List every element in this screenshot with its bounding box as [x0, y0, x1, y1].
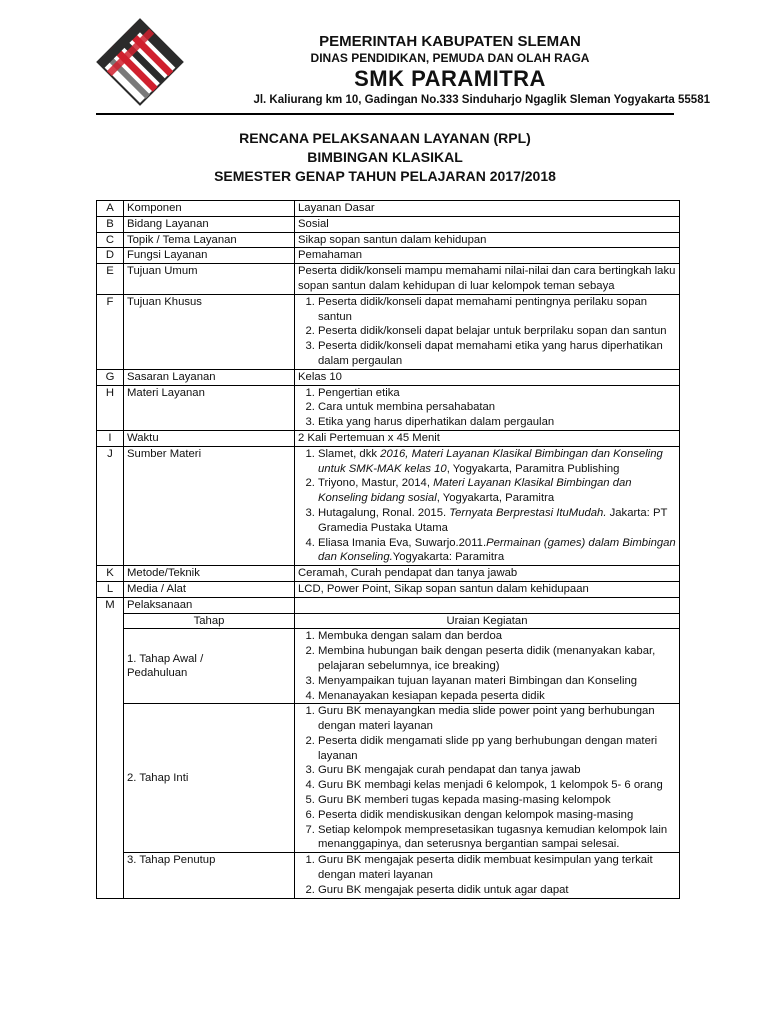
- rpl-table: [96, 200, 680, 899]
- row-value: [295, 446, 680, 565]
- list-item: 2. Cara untuk membina persahabatan: [318, 400, 676, 415]
- row-key: F: [97, 294, 124, 369]
- stage-activities: [295, 853, 680, 898]
- row-key: J: [97, 446, 124, 565]
- row-tujuan-khusus: [97, 294, 680, 369]
- row-topik: [97, 232, 680, 248]
- row-label: Materi Layanan: [124, 385, 295, 430]
- stage-activities: [295, 629, 680, 704]
- row-metode: [97, 566, 680, 582]
- row-value: Layanan Dasar: [295, 201, 680, 217]
- source-item: 3. Hutagalung, Ronal. 2015. Ternyata Berprestasi ItuMudah. Jakarta: PT Gramedia Pustaka Utama: [318, 506, 676, 536]
- row-label: Waktu: [124, 430, 295, 446]
- row-value: [295, 597, 680, 613]
- col-header-uraian: Uraian Kegiatan: [295, 613, 680, 629]
- col-header-tahap: Tahap: [124, 613, 295, 629]
- row-value: Peserta didik/konseli mampu memahami nilai-nilai dan cara bertingkah laku sopan santun dalam kehidupan di luar kelompok teman sebaya: [295, 264, 680, 295]
- list-item: 4. Guru BK membagi kelas menjadi 6 kelompok, 1 kelompok 5- 6 orang: [318, 778, 676, 793]
- list-item: 2. Peserta didik/konseli dapat belajar untuk berprilaku sopan dan santun: [318, 324, 676, 339]
- header-divider: [96, 113, 674, 115]
- row-waktu: [97, 430, 680, 446]
- header-address: Jl. Kaliurang km 10, Gadingan No.333 Sinduharjo Ngaglik Sleman Yogyakarta 55581: [253, 94, 710, 106]
- row-bidang: [97, 216, 680, 232]
- row-label: Media / Alat: [124, 581, 295, 597]
- stage-name: 1. Tahap Awal / Pedahuluan: [124, 629, 295, 704]
- doc-title-3: SEMESTER GENAP TAHUN PELAJARAN 2017/2018: [214, 168, 556, 184]
- row-label: Bidang Layanan: [124, 216, 295, 232]
- row-key: M: [97, 597, 124, 898]
- row-key: I: [97, 430, 124, 446]
- stage-name: 3. Tahap Penutup: [124, 853, 295, 898]
- row-value: Sikap sopan santun dalam kehidupan: [295, 232, 680, 248]
- row-label: Tujuan Khusus: [124, 294, 295, 369]
- header-government: PEMERINTAH KABUPATEN SLEMAN: [319, 33, 581, 50]
- header-school-name: SMK PARAMITRA: [354, 66, 546, 91]
- stage-row-awal: [97, 629, 680, 704]
- row-label: Topik / Tema Layanan: [124, 232, 295, 248]
- row-label: Tujuan Umum: [124, 264, 295, 295]
- row-label: Komponen: [124, 201, 295, 217]
- list-item: 3. Etika yang harus diperhatikan dalam pergaulan: [318, 415, 676, 430]
- row-label: Fungsi Layanan: [124, 248, 295, 264]
- row-fungsi: [97, 248, 680, 264]
- row-value: Pemahaman: [295, 248, 680, 264]
- stage-row-penutup: [97, 853, 680, 898]
- list-item: 6. Peserta didik mendiskusikan dengan kelompok masing-masing: [318, 808, 676, 823]
- doc-title-2: BIMBINGAN KLASIKAL: [307, 149, 463, 165]
- list-item: 2. Guru BK mengajak peserta didik untuk agar dapat: [318, 883, 676, 898]
- row-materi: [97, 385, 680, 430]
- row-pelaksanaan: [97, 597, 680, 613]
- row-value: [295, 385, 680, 430]
- row-label: Pelaksanaan: [124, 597, 295, 613]
- stage-activities: [295, 704, 680, 853]
- row-key: E: [97, 264, 124, 295]
- row-sumber: [97, 446, 680, 565]
- source-item: 4. Eliasa Imania Eva, Suwarjo.2011.Permainan (games) dalam Bimbingan dan Konseling.Yogyakarta: Paramitra: [318, 536, 676, 566]
- list-item: 1. Pengertian etika: [318, 386, 676, 401]
- list-item: 2. Peserta didik mengamati slide pp yang berhubungan dengan materi layanan: [318, 734, 676, 764]
- row-key: G: [97, 369, 124, 385]
- stage-row-inti: [97, 704, 680, 853]
- row-sasaran: [97, 369, 680, 385]
- source-item: 1. Slamet, dkk 2016, Materi Layanan Klasikal Bimbingan dan Konseling untuk SMK-MAK kelas 10, Yogyakarta, Paramitra Publishing: [318, 447, 676, 477]
- row-key: L: [97, 581, 124, 597]
- row-key: B: [97, 216, 124, 232]
- row-value: 2 Kali Pertemuan x 45 Menit: [295, 430, 680, 446]
- row-key: A: [97, 201, 124, 217]
- row-value: Kelas 10: [295, 369, 680, 385]
- stage-header-row: [97, 613, 680, 629]
- list-item: 1. Guru BK menayangkan media slide power point yang berhubungan dengan materi layanan: [318, 704, 676, 734]
- list-item: 1. Guru BK mengajak peserta didik membuat kesimpulan yang terkait dengan materi layanan: [318, 853, 676, 883]
- list-item: 1. Membuka dengan salam dan berdoa: [318, 629, 676, 644]
- list-item: 3. Menyampaikan tujuan layanan materi Bimbingan dan Konseling: [318, 674, 676, 689]
- row-tujuan-umum: [97, 264, 680, 295]
- row-label: Sumber Materi: [124, 446, 295, 565]
- row-value: Sosial: [295, 216, 680, 232]
- row-komponen: [97, 201, 680, 217]
- row-key: H: [97, 385, 124, 430]
- list-item: 5. Guru BK memberi tugas kepada masing-masing kelompok: [318, 793, 676, 808]
- row-value: Ceramah, Curah pendapat dan tanya jawab: [295, 566, 680, 582]
- row-key: D: [97, 248, 124, 264]
- list-item: 2. Membina hubungan baik dengan peserta didik (menanyakan kabar, pelajaran sebelumnya, ice breaking): [318, 644, 676, 674]
- header-department: DINAS PENDIDIKAN, PEMUDA DAN OLAH RAGA: [310, 51, 590, 65]
- list-item: 7. Setiap kelompok mempresetasikan tugasnya kemudian kelompok lain menanggapinya, dan seterusnya bergantian sampai selesai.: [318, 823, 676, 853]
- row-value: [295, 294, 680, 369]
- row-key: K: [97, 566, 124, 582]
- list-item: 3. Peserta didik/konseli dapat memahami etika yang harus diperhatikan dalam pergaulan: [318, 339, 676, 369]
- row-label: Metode/Teknik: [124, 566, 295, 582]
- source-item: 2. Triyono, Mastur, 2014, Materi Layanan Klasikal Bimbingan dan Konseling bidang sosial, Yogyakarta, Paramitra: [318, 476, 676, 506]
- list-item: 3. Guru BK mengajak curah pendapat dan tanya jawab: [318, 763, 676, 778]
- list-item: 1. Peserta didik/konseli dapat memahami pentingnya perilaku sopan santun: [318, 295, 676, 325]
- row-key: C: [97, 232, 124, 248]
- list-item: 4. Menanayakan kesiapan kepada peserta didik: [318, 689, 676, 704]
- row-value: LCD, Power Point, Sikap sopan santun dalam kehidupaan: [295, 581, 680, 597]
- row-media: [97, 581, 680, 597]
- row-label: Sasaran Layanan: [124, 369, 295, 385]
- doc-title-1: RENCANA PELAKSANAAN LAYANAN (RPL): [239, 130, 531, 146]
- stage-name: 2. Tahap Inti: [124, 704, 295, 853]
